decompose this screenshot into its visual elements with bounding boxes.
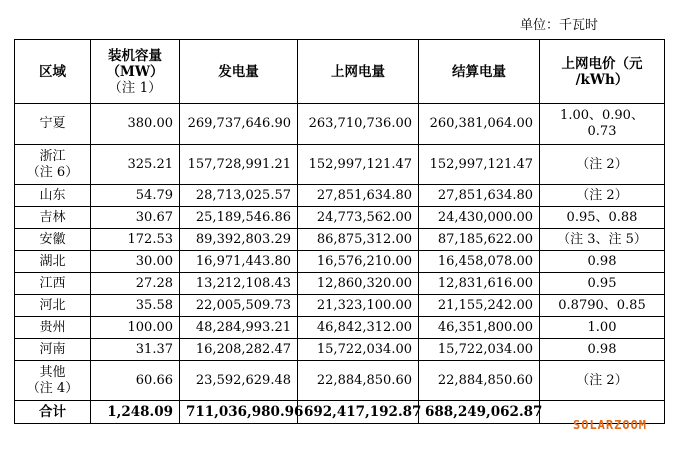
table-row [15, 229, 665, 251]
capacity-cell: 60.66 [91, 361, 180, 401]
table-row [15, 317, 665, 339]
capacity-cell: 380.00 [91, 104, 180, 145]
grid-cell: 46,842,312.00 [298, 317, 419, 339]
header-price: 上网电价（元 /kWh） [540, 40, 665, 104]
generation-cell: 269,737,646.90 [180, 104, 298, 145]
table-row [15, 295, 665, 317]
price-cell: 0.8790、0.85 [540, 295, 665, 317]
price-cell: 0.95 [540, 273, 665, 295]
capacity-cell: 100.00 [91, 317, 180, 339]
generation-cell: 48,284,993.21 [180, 317, 298, 339]
capacity-cell: 172.53 [91, 229, 180, 251]
settled-cell: 12,831,616.00 [419, 273, 540, 295]
total-capacity: 1,248.09 [91, 401, 180, 424]
settled-cell: 152,997,121.47 [419, 145, 540, 185]
total-row [15, 401, 665, 424]
table-row [15, 104, 665, 145]
unit-label: 单位：千瓦时 [520, 18, 599, 33]
generation-cell: 28,713,025.57 [180, 185, 298, 207]
generation-cell: 89,392,803.29 [180, 229, 298, 251]
table-row [15, 185, 665, 207]
region-cell: 河南 [15, 339, 91, 361]
price-cell: （注 2） [540, 185, 665, 207]
generation-cell: 22,005,509.73 [180, 295, 298, 317]
header-region: 区域 [15, 40, 91, 104]
region-cell: 贵州 [15, 317, 91, 339]
power-generation-table [14, 39, 665, 424]
settled-cell: 16,458,078.00 [419, 251, 540, 273]
watermark-logo: SOLARZOOM [573, 418, 648, 432]
region-cell: 吉林 [15, 207, 91, 229]
region-cell: 宁夏 [15, 104, 91, 145]
total-grid: 692,417,192.87 [298, 401, 419, 424]
capacity-cell: 31.37 [91, 339, 180, 361]
table-row [15, 145, 665, 185]
grid-cell: 263,710,736.00 [298, 104, 419, 145]
region-cell: 湖北 [15, 251, 91, 273]
grid-cell: 15,722,034.00 [298, 339, 419, 361]
generation-cell: 157,728,991.21 [180, 145, 298, 185]
table-row [15, 361, 665, 401]
settled-cell: 24,430,000.00 [419, 207, 540, 229]
price-cell: （注 2） [540, 145, 665, 185]
capacity-cell: 27.28 [91, 273, 180, 295]
table-row [15, 339, 665, 361]
grid-cell: 152,997,121.47 [298, 145, 419, 185]
generation-cell: 16,971,443.80 [180, 251, 298, 273]
price-cell: 1.00、0.90、 0.73 [540, 104, 665, 145]
settled-cell: 87,185,622.00 [419, 229, 540, 251]
header-settled: 结算电量 [419, 40, 540, 104]
price-cell: 0.95、0.88 [540, 207, 665, 229]
header-grid: 上网电量 [298, 40, 419, 104]
grid-cell: 21,323,100.00 [298, 295, 419, 317]
generation-cell: 23,592,629.48 [180, 361, 298, 401]
capacity-cell: 35.58 [91, 295, 180, 317]
settled-cell: 21,155,242.00 [419, 295, 540, 317]
region-cell: 安徽 [15, 229, 91, 251]
capacity-cell: 54.79 [91, 185, 180, 207]
price-cell: （注 3、注 5） [540, 229, 665, 251]
generation-cell: 25,189,546.86 [180, 207, 298, 229]
region-cell: 山东 [15, 185, 91, 207]
grid-cell: 22,884,850.60 [298, 361, 419, 401]
table-row [15, 273, 665, 295]
grid-cell: 12,860,320.00 [298, 273, 419, 295]
region-cell: 其他 （注 4） [15, 361, 91, 401]
total-settled: 688,249,062.87 [419, 401, 540, 424]
table-row [15, 251, 665, 273]
total-region: 合计 [15, 401, 91, 424]
price-cell: 0.98 [540, 339, 665, 361]
table-row [15, 207, 665, 229]
price-cell: 0.98 [540, 251, 665, 273]
header-row [15, 40, 665, 104]
generation-cell: 16,208,282.47 [180, 339, 298, 361]
grid-cell: 27,851,634.80 [298, 185, 419, 207]
capacity-cell: 30.67 [91, 207, 180, 229]
settled-cell: 15,722,034.00 [419, 339, 540, 361]
region-cell: 江西 [15, 273, 91, 295]
region-cell: 河北 [15, 295, 91, 317]
settled-cell: 22,884,850.60 [419, 361, 540, 401]
generation-cell: 13,212,108.43 [180, 273, 298, 295]
grid-cell: 16,576,210.00 [298, 251, 419, 273]
region-cell: 浙江 （注 6） [15, 145, 91, 185]
price-cell: （注 2） [540, 361, 665, 401]
price-cell: 1.00 [540, 317, 665, 339]
capacity-cell: 325.21 [91, 145, 180, 185]
header-generation: 发电量 [180, 40, 298, 104]
capacity-cell: 30.00 [91, 251, 180, 273]
settled-cell: 27,851,634.80 [419, 185, 540, 207]
grid-cell: 86,875,312.00 [298, 229, 419, 251]
header-capacity: 装机容量 （MW） （注 1） [91, 40, 180, 104]
settled-cell: 46,351,800.00 [419, 317, 540, 339]
settled-cell: 260,381,064.00 [419, 104, 540, 145]
total-generation: 711,036,980.96 [180, 401, 298, 424]
grid-cell: 24,773,562.00 [298, 207, 419, 229]
